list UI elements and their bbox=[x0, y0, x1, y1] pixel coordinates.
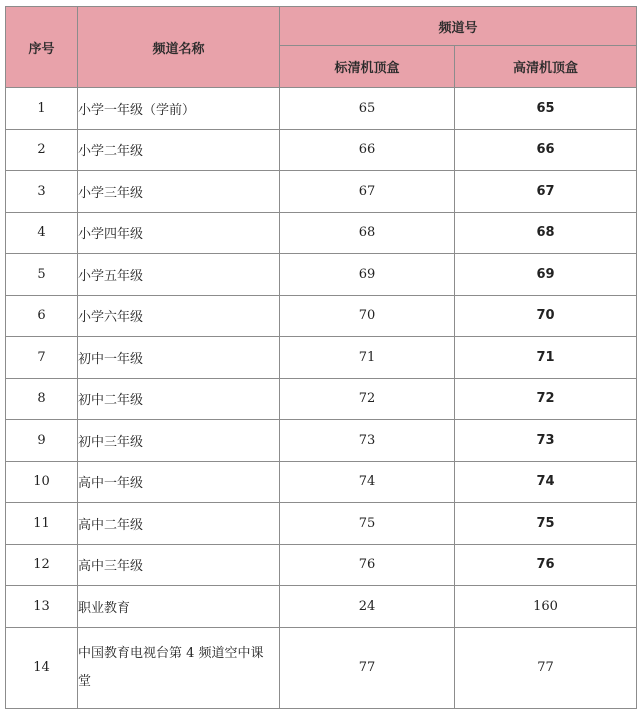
row-channel-name: 小学四年级 bbox=[78, 212, 280, 254]
table-row bbox=[6, 129, 637, 171]
row-sd-channel: 71 bbox=[280, 337, 455, 379]
header-sd-box: 标清机顶盒 bbox=[280, 46, 455, 88]
header-hd-box: 高清机顶盒 bbox=[455, 46, 637, 88]
table-row bbox=[6, 171, 637, 213]
row-channel-name: 高中二年级 bbox=[78, 503, 280, 545]
row-seq: 2 bbox=[6, 129, 78, 171]
row-seq: 4 bbox=[6, 212, 78, 254]
row-seq: 12 bbox=[6, 544, 78, 586]
row-hd-channel: 69 bbox=[455, 254, 637, 296]
row-hd-channel: 66 bbox=[455, 129, 637, 171]
row-seq: 7 bbox=[6, 337, 78, 379]
row-channel-name: 小学三年级 bbox=[78, 171, 280, 213]
table-row bbox=[6, 337, 637, 379]
row-channel-name: 职业教育 bbox=[78, 586, 280, 628]
table-row bbox=[6, 503, 637, 545]
table-row bbox=[6, 420, 637, 462]
table-body bbox=[6, 88, 637, 709]
row-sd-channel: 65 bbox=[280, 88, 455, 130]
row-hd-channel: 65 bbox=[455, 88, 637, 130]
row-sd-channel: 75 bbox=[280, 503, 455, 545]
row-sd-channel: 70 bbox=[280, 295, 455, 337]
row-channel-name: 高中一年级 bbox=[78, 461, 280, 503]
table-row bbox=[6, 586, 637, 628]
channel-table bbox=[5, 6, 637, 709]
row-sd-channel: 72 bbox=[280, 378, 455, 420]
row-hd-channel: 72 bbox=[455, 378, 637, 420]
row-sd-channel: 76 bbox=[280, 544, 455, 586]
row-seq: 13 bbox=[6, 586, 78, 628]
row-channel-name: 初中一年级 bbox=[78, 337, 280, 379]
row-channel-name: 高中三年级 bbox=[78, 544, 280, 586]
row-seq: 8 bbox=[6, 378, 78, 420]
table-row bbox=[6, 212, 637, 254]
row-sd-channel: 74 bbox=[280, 461, 455, 503]
row-hd-channel: 75 bbox=[455, 503, 637, 545]
row-sd-channel: 69 bbox=[280, 254, 455, 296]
row-seq: 9 bbox=[6, 420, 78, 462]
row-channel-name: 初中三年级 bbox=[78, 420, 280, 462]
row-hd-channel: 160 bbox=[455, 586, 637, 628]
row-hd-channel: 67 bbox=[455, 171, 637, 213]
table-row bbox=[6, 254, 637, 296]
header-channel-number: 频道号 bbox=[280, 7, 637, 46]
row-seq: 5 bbox=[6, 254, 78, 296]
row-hd-channel: 71 bbox=[455, 337, 637, 379]
row-channel-name: 小学一年级（学前） bbox=[78, 88, 280, 130]
header-seq: 序号 bbox=[6, 7, 78, 88]
row-channel-name: 中国教育电视台第 4 频道空中课堂 bbox=[78, 627, 280, 708]
row-sd-channel: 24 bbox=[280, 586, 455, 628]
table-row bbox=[6, 461, 637, 503]
row-sd-channel: 73 bbox=[280, 420, 455, 462]
row-sd-channel: 66 bbox=[280, 129, 455, 171]
row-sd-channel: 77 bbox=[280, 627, 455, 708]
row-hd-channel: 74 bbox=[455, 461, 637, 503]
table-row bbox=[6, 295, 637, 337]
row-seq: 6 bbox=[6, 295, 78, 337]
row-sd-channel: 68 bbox=[280, 212, 455, 254]
row-seq: 3 bbox=[6, 171, 78, 213]
header-channel-name: 频道名称 bbox=[78, 7, 280, 88]
table-row bbox=[6, 378, 637, 420]
table-row bbox=[6, 88, 637, 130]
table-header bbox=[6, 7, 637, 88]
row-seq: 1 bbox=[6, 88, 78, 130]
table-row bbox=[6, 544, 637, 586]
row-seq: 10 bbox=[6, 461, 78, 503]
row-channel-name: 初中二年级 bbox=[78, 378, 280, 420]
row-hd-channel: 77 bbox=[455, 627, 637, 708]
row-channel-name: 小学二年级 bbox=[78, 129, 280, 171]
row-hd-channel: 73 bbox=[455, 420, 637, 462]
row-hd-channel: 68 bbox=[455, 212, 637, 254]
row-hd-channel: 76 bbox=[455, 544, 637, 586]
table-row bbox=[6, 627, 637, 708]
row-hd-channel: 70 bbox=[455, 295, 637, 337]
row-sd-channel: 67 bbox=[280, 171, 455, 213]
row-channel-name: 小学六年级 bbox=[78, 295, 280, 337]
row-seq: 14 bbox=[6, 627, 78, 708]
row-channel-name: 小学五年级 bbox=[78, 254, 280, 296]
row-seq: 11 bbox=[6, 503, 78, 545]
